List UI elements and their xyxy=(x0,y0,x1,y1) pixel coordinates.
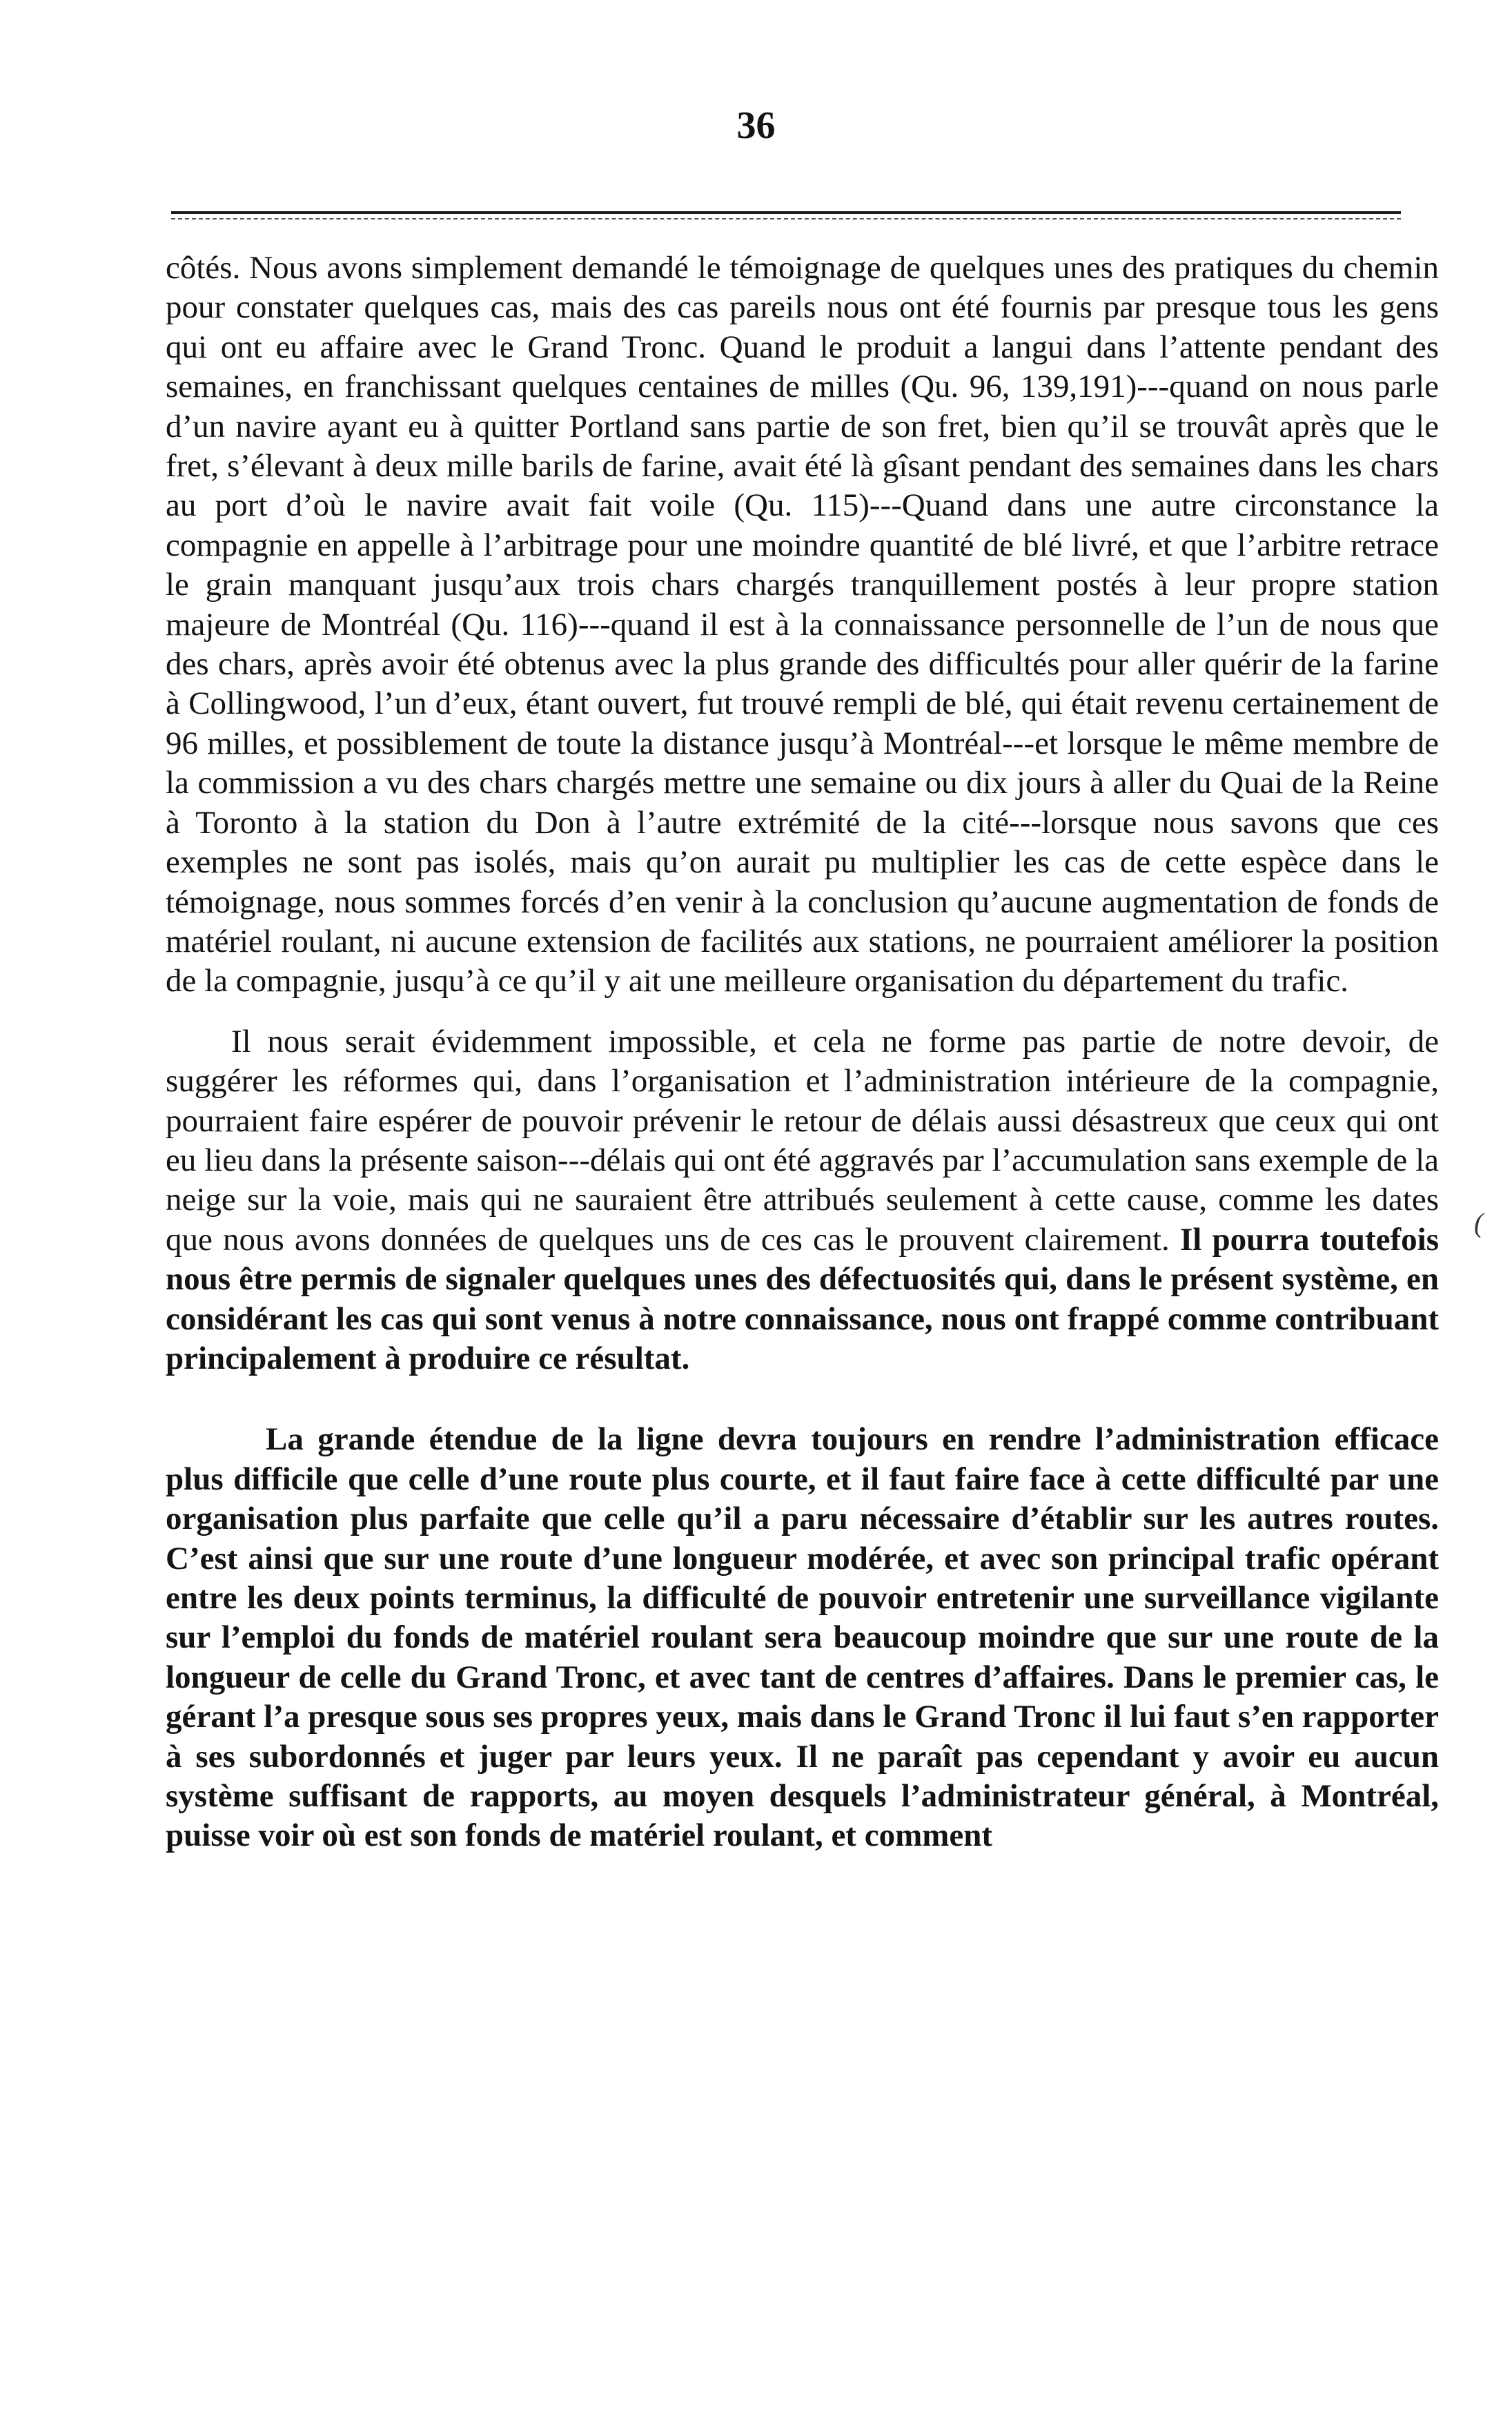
header-rule xyxy=(171,211,1401,214)
header-rule-secondary xyxy=(171,218,1401,219)
margin-mark: ( xyxy=(1474,1207,1484,1238)
paragraph-2 xyxy=(166,1022,1439,1379)
paragraph-2-main: Il nous serait évidemment impossible, et cela ne forme pas partie de notre devoir, de suggérer les réformes qui, dans l’organisation et l’administration intérieure de la compagnie, pourraient faire espérer de pouvoir prévenir le retour de délais aussi désastreux que ceux qui ont eu lieu dans la présente saison---délais qui ont été aggravés par l’accumulation sans exemple de la neige sur la voie, mais qui ne sauraient être attribués seulement à cette cause, comme les dates que nous avons données de quelques uns de ces cas le prouvent clairement. xyxy=(166,1023,1439,1258)
paragraph-1: côtés. Nous avons simplement demandé le témoignage de quelques unes des pratiques du chemin pour constater quelques cas, mais des cas pareils nous ont été fournis par presque tous les gens qui ont eu affaire avec le Grand Tronc. Quand le produit a langui dans l’attente pendant des semaines, en franchissant quelques centaines de milles (Qu. 96, 139,191)---quand on nous parle d’un navire ayant eu à quitter Portland sans partie de son fret, bien qu’il se trouvât après que le fret, s’élevant à deux mille barils de farine, avait été là gîsant pendant des semaines dans les chars au port d’où le navire avait fait voile (Qu. 115)---Quand dans une autre circonstance la compagnie en appelle à l’arbitrage pour une moindre quantité de blé livré, et que l’arbitre retrace le grain manquant jusqu’aux trois chars chargés tranquillement postés à leur propre station majeure de Montréal (Qu. 116)---quand il est à la connaissance personnelle de l’un de nous que des chars, après avoir été obtenus avec la plus grande des difficultés pour aller quérir de la farine à Collingwood, l’un d’eux, étant ouvert, fut trouvé rempli de blé, qui était revenu certainement de 96 milles, et possiblement de toute la distance jusqu’à Montréal---et lorsque le même membre de la commission a vu des chars chargés mettre une semaine ou dix jours à aller du Quai de la Reine à Toronto à la station du Don à l’autre extrémité de la cité---lorsque nous savons que ces exemples ne sont pas isolés, mais qu’on aurait pu multiplier les cas de cette espèce dans le témoignage, nous sommes forcés d’en venir à la conclusion qu’aucune augmentation de fonds de matériel roulant, ni aucune extension de facilités aux stations, ne pourraient améliorer la position de la compagnie, jusqu’à ce qu’il y ait une meilleure organisation du département du trafic. xyxy=(166,250,1439,999)
paragraph-2-tail: Il pourra toutefois nous être permis de signaler quelques unes des défectuosités qui, dans le présent système, en considérant les cas qui sont venus à notre connaissance, nous ont frappé comme contribuant principalement à produire ce résultat. xyxy=(166,1221,1439,1376)
paragraph-3: La grande étendue de la ligne devra toujours en rendre l’administration efficace plus difficile que celle d’une route plus courte, et il faut faire face à cette difficulté par une organisation plus parfaite que celle qu’il a paru nécessaire d’établir sur les autres routes. C’est ainsi que sur une route d’une longueur modérée, et avec son principal trafic opérant entre les deux points terminus, la difficulté de pouvoir entretenir une surveillance vigilante sur l’emploi du fonds de matériel roulant sera beaucoup moindre que sur une route de la longueur de celle du Grand Tronc, et avec tant de centres d’affaires. Dans le premier cas, le gérant l’a presque sous ses propres yeux, mais dans le Grand Tronc il lui faut s’en rapporter à ses subordonnés et juger par leurs yeux. Il ne paraît pas cependant y avoir eu aucun système suffisant de rapports, au moyen desquels l’administrateur général, à Montréal, puisse voir où est son fonds de matériel roulant, et comment xyxy=(166,1421,1439,1854)
body-text xyxy=(166,248,1439,1856)
page-number: 36 xyxy=(736,104,776,147)
